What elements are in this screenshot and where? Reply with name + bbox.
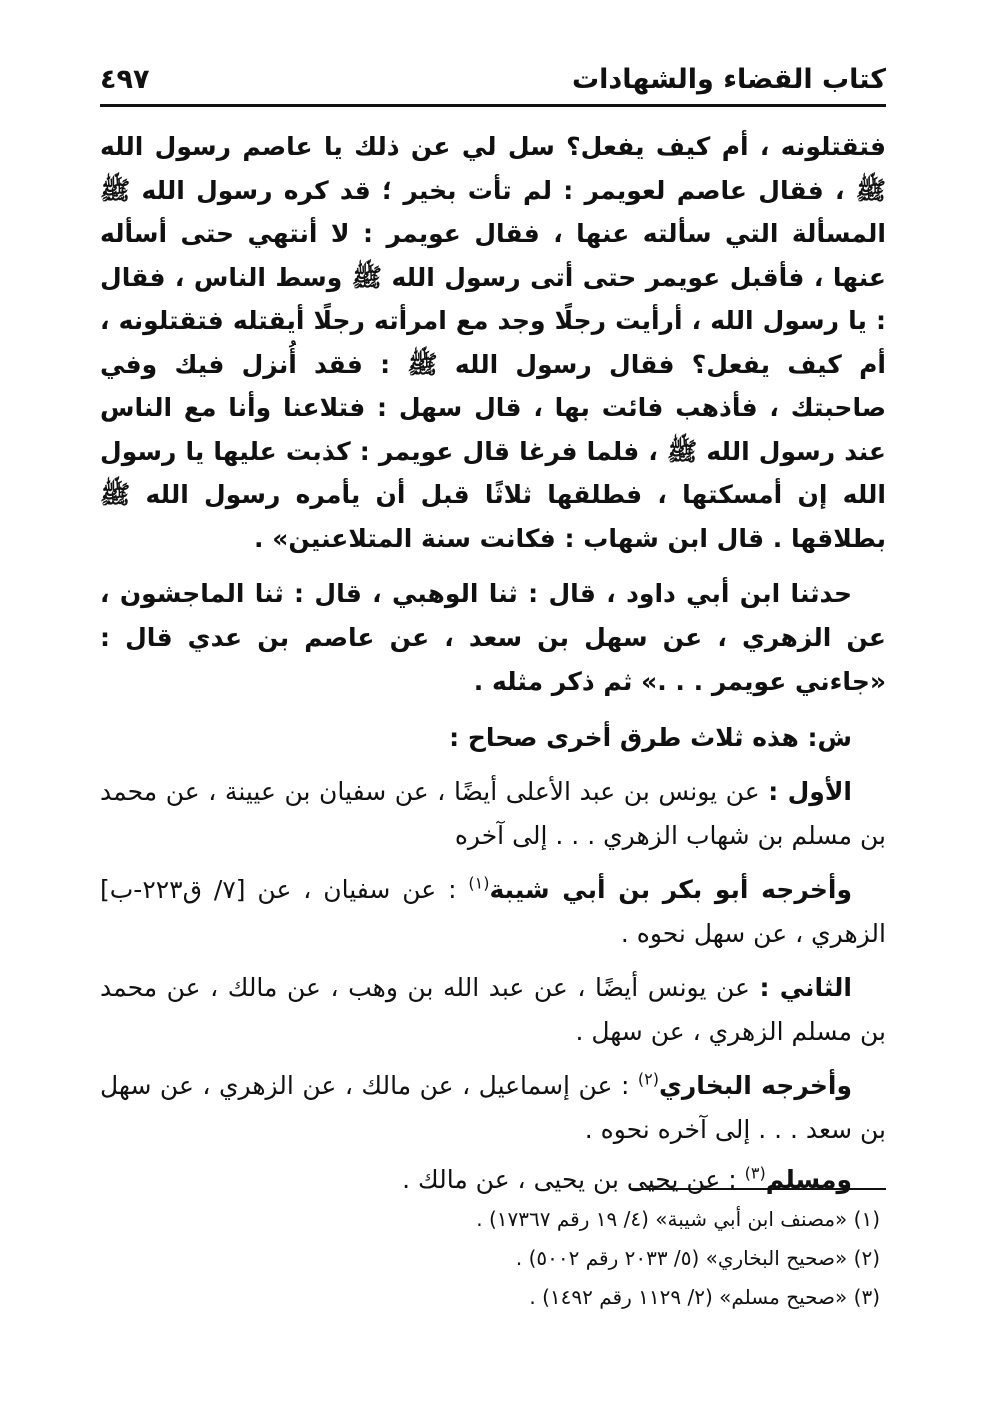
paragraph-commentary-intro: ش: هذه ثلاث طرق أخرى صحاح : [449,723,852,752]
paragraph-ibn-abi-shaybah [100,868,886,956]
page-header [100,58,886,107]
footnote-3: (٣) «صحيح مسلم» (٢/ ١١٢٩ رقم ١٤٩٢) . [529,1285,880,1309]
paragraph-text: : عن إسماعيل ، عن مالك ، عن الزهري ، عن سهل بن سعد . . . إلى آخره نحوه . [100,1071,886,1144]
paragraph-isnad: حدثنا ابن أبي داود ، قال : ثنا الوهبي ، قال : ثنا الماجشون ، عن الزهري ، عن سهل بن سعد ، عن عاصم بن عدي قال : «جاءني عويمر . . .» ثم ذكر مثله . [100,579,886,696]
lead-word: الثاني : [759,973,852,1002]
footnote-marker[interactable]: (١) [468,873,490,893]
paragraph-text: : عن سفيان ، عن [٧/ ق٢٢٣-ب] الزهري ، عن سهل نحوه . [100,875,886,948]
footnote-divider [630,1188,886,1190]
paragraph-bukhari [100,1064,886,1152]
paragraph-text: عن يونس بن عبد الأعلى أيضًا ، عن سفيان بن عيينة ، عن محمد بن مسلم بن شهاب الزهري . . . إلى آخره [100,777,886,850]
paragraph-second-path [100,966,886,1054]
footnote-1: (١) «مصنف ابن أبي شيبة» (٤/ ١٩ رقم ١٧٣٦٧) . [476,1207,880,1231]
lead-word: وأخرجه أبو بكر بن أبي شيبة [489,875,852,904]
paragraph-hadith-continuation: فتقتلونه ، أم كيف يفعل؟ سل لي عن ذلك يا عاصم رسول الله ﷺ ، فقال عاصم لعويمر : لم تأت بخير ؛ قد كره رسول الله ﷺ المسألة التي سألته عنها ، فقال عويمر : لا أنتهي حتى أسأله عنها ، فأقبل عويمر حتى أتى رسول الله ﷺ وسط الناس ، فقال : يا رسول الله ، أرأيت رجلًا وجد مع امرأته رجلًا أيقتله فتقتلونه ، أم كيف يفعل؟ فقال رسول الله ﷺ : فقد أُنزل فيك وفي صاحبتك ، فأذهب فائت بها ، قال سهل : فتلاعنا وأنا مع الناس عند رسول الله ﷺ ، فلما فرغا قال عويمر : كذبت عليها يا رسول الله إن أمسكتها ، فطلقها ثلاثًا قبل أن يأمره رسول الله ﷺ بطلاقها . قال ابن شهاب : فكانت سنة المتلاعنين» . [100,132,886,553]
footnote-marker[interactable]: (٢) [637,1069,659,1089]
main-text [100,125,886,1202]
footnotes [100,1200,880,1317]
paragraph-first-path [100,770,886,858]
lead-word: وأخرجه البخاري [659,1071,852,1100]
paragraph-muslim [100,1158,886,1202]
paragraph-text: عن يونس أيضًا ، عن عبد الله بن وهب ، عن مالك ، عن محمد بن مسلم الزهري ، عن سهل . [100,973,886,1046]
page-number: ٤٩٧ [100,64,150,95]
paragraph-text: : عن يحيى بن يحيى ، عن مالك . [402,1165,745,1194]
running-title: كتاب القضاء والشهادات [571,64,886,95]
footnote-2: (٢) «صحيح البخاري» (٥/ ٢٠٣٣ رقم ٥٠٠٢) . [515,1246,880,1270]
lead-word: الأول : [768,777,853,806]
lead-word: ومسلم [765,1165,852,1194]
footnote-marker[interactable]: (٣) [744,1163,766,1183]
